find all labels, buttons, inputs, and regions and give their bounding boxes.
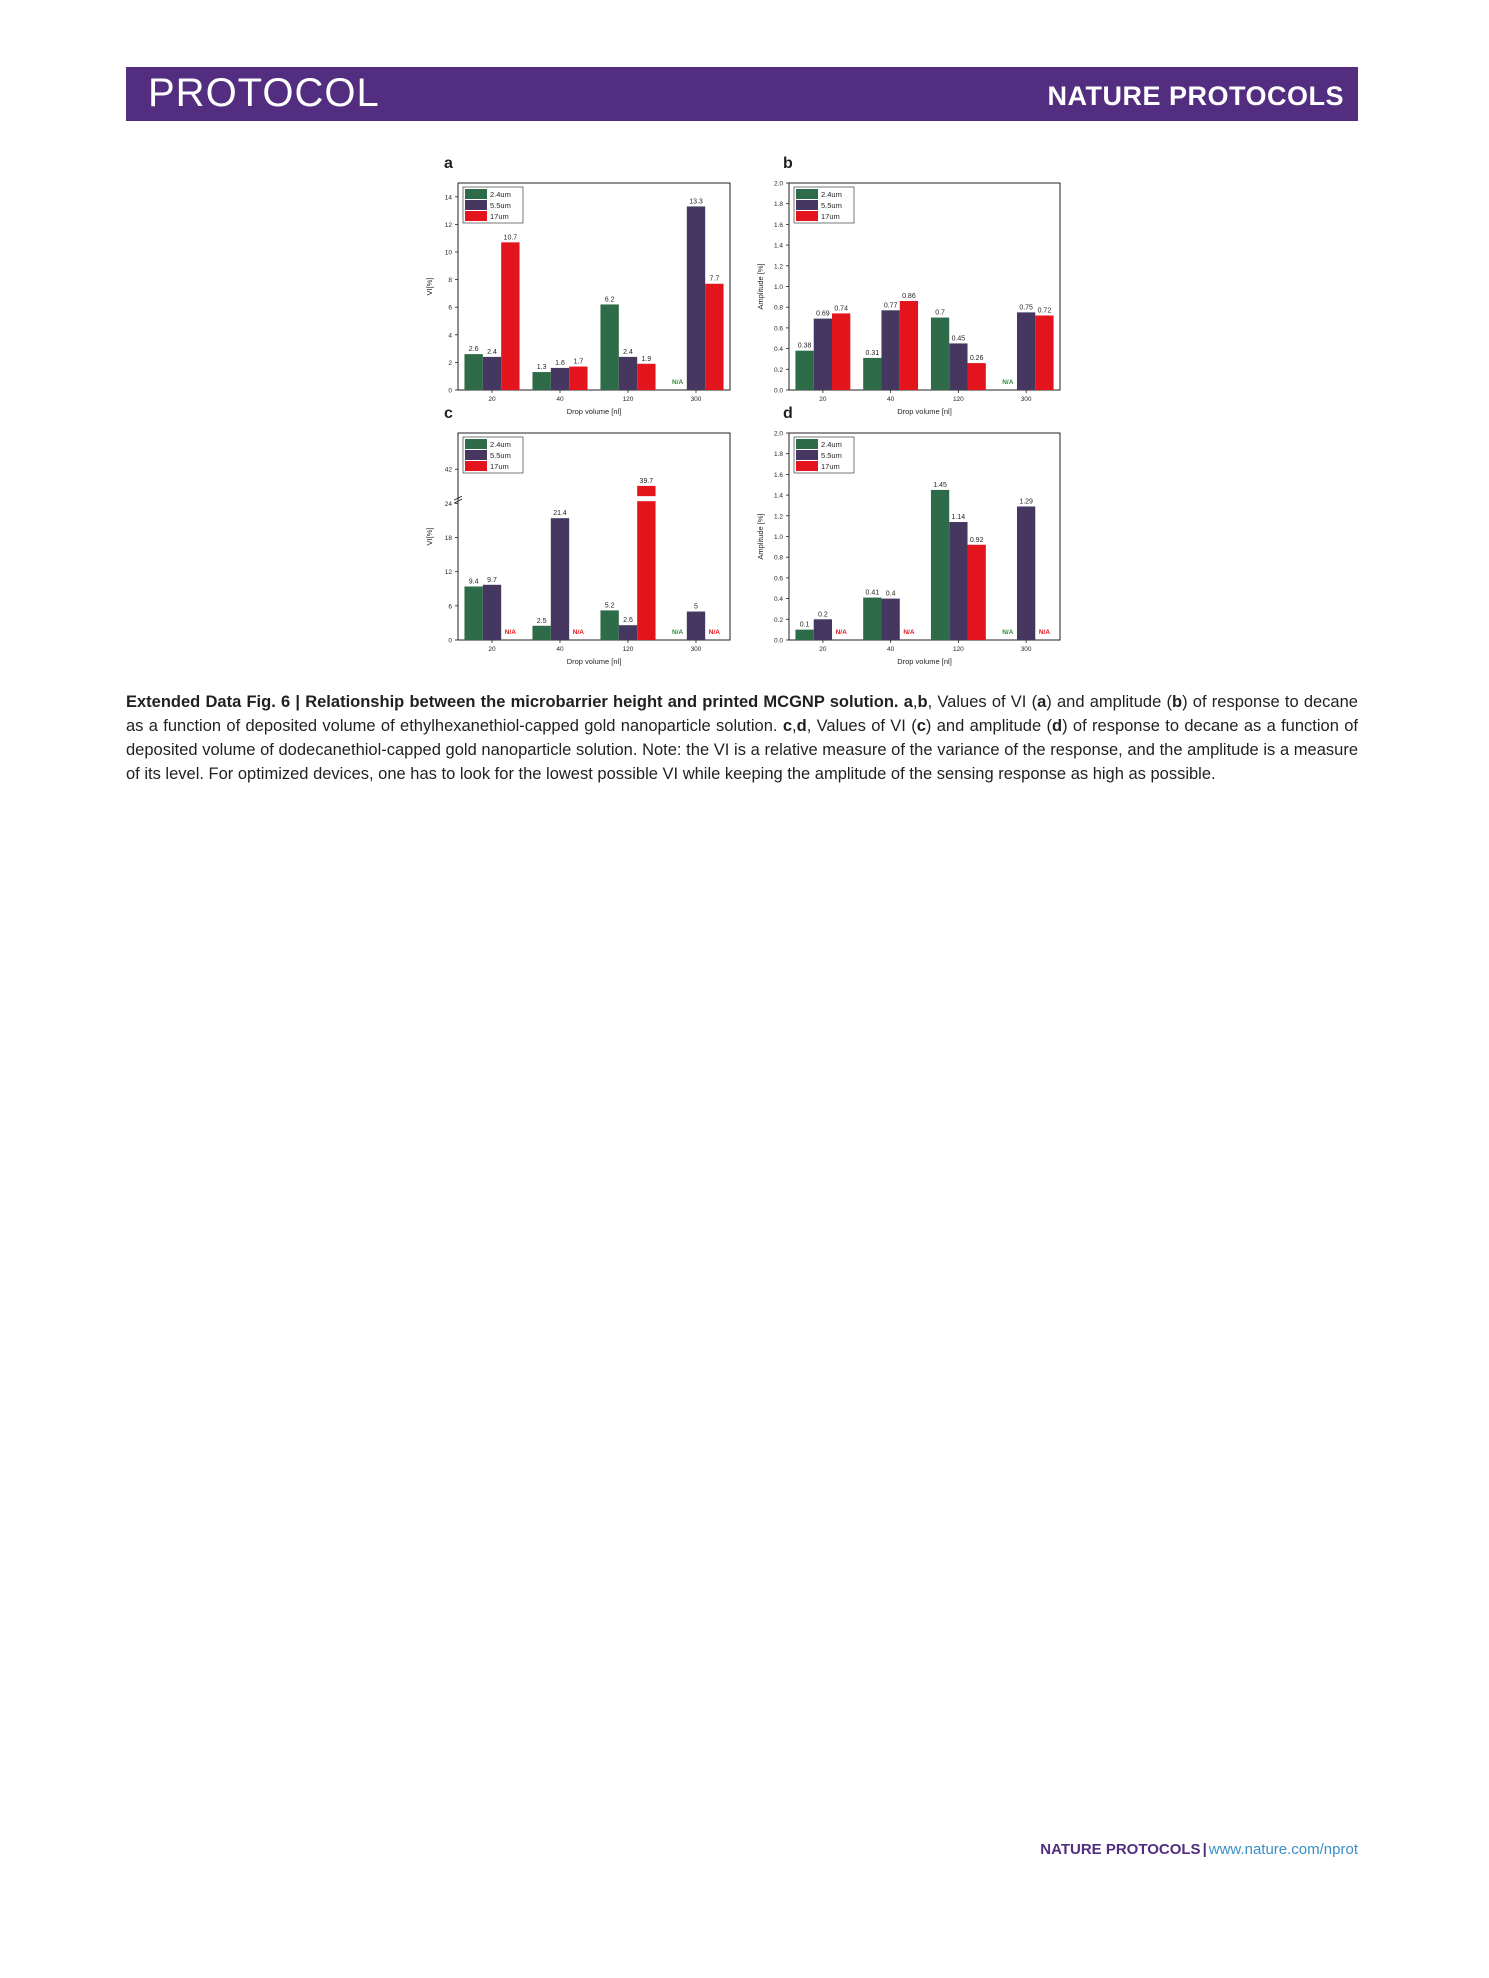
bar-17um	[968, 363, 986, 390]
na-label: N/A	[708, 629, 720, 636]
legend-swatch	[796, 450, 818, 460]
data-label: 1.14	[951, 514, 966, 522]
legend-entry: 17um	[490, 212, 509, 221]
data-label: 0.1	[799, 621, 810, 629]
bar-5.5um	[619, 357, 637, 390]
legend-entry: 2.4um	[821, 190, 842, 199]
x-tick-label: 300	[690, 396, 702, 403]
data-label: 0.75	[1019, 304, 1033, 312]
x-tick-label: 120	[952, 646, 964, 653]
bar-2.4um	[532, 626, 550, 640]
data-label: 21.4	[553, 510, 567, 518]
caption-figure-title: Relationship between the microbarrier height and printed MCGNP solution.	[305, 693, 899, 711]
y-axis-label: VI[%]	[425, 277, 434, 296]
bar-2.4um	[464, 354, 482, 390]
bar-17um	[705, 284, 723, 390]
journal-name-header: NATURE PROTOCOLS	[1047, 81, 1344, 111]
bar-2.4um	[795, 351, 813, 390]
bar-5.5um	[483, 357, 501, 390]
caption-ref-c: c	[782, 717, 793, 735]
bar-17um	[637, 364, 655, 390]
data-label: 0.92	[969, 536, 984, 544]
data-label: 2.4	[487, 348, 497, 356]
bar-17um	[832, 313, 850, 390]
caption-ref-d: d	[1052, 717, 1063, 735]
y-axis-label: VI[%]	[425, 527, 434, 546]
data-label: 0.77	[883, 302, 898, 310]
data-label: 6.2	[604, 296, 615, 304]
data-label: 2.4	[623, 348, 633, 356]
y-tick-label: 1.0	[773, 534, 783, 541]
y-tick-label: 10	[444, 249, 452, 257]
y-tick-label: 0	[448, 637, 452, 645]
y-tick-label: 0.6	[773, 325, 783, 333]
bar-2.4um	[931, 490, 949, 640]
y-axis-label: Amplitude [%]	[756, 513, 765, 560]
y-tick-label: 1.0	[773, 284, 783, 291]
y-tick-label: 1.8	[773, 451, 783, 459]
figure-caption	[126, 690, 1358, 786]
bar-5.5um	[551, 368, 569, 390]
x-tick-label: 20	[819, 396, 827, 403]
legend-swatch	[465, 200, 487, 210]
y-tick-label: 2	[448, 359, 452, 367]
data-label: 0.45	[951, 335, 966, 343]
data-label: 1.45	[933, 481, 947, 489]
na-label: N/A	[1002, 379, 1014, 386]
y-tick-label: 0.8	[773, 554, 783, 562]
x-axis-label: Drop volume [nl]	[897, 407, 952, 416]
bar-2.4um	[532, 372, 550, 390]
x-tick-label: 20	[488, 396, 496, 403]
bar-2.4um	[464, 586, 482, 640]
data-label: 1.29	[1019, 498, 1033, 506]
bar-5.5um	[687, 206, 705, 390]
data-label: 9.7	[487, 576, 497, 584]
caption-ref-b: b	[917, 693, 928, 711]
y-tick-label: 0.6	[773, 575, 783, 583]
na-label: N/A	[672, 379, 684, 386]
bar-17um	[637, 486, 655, 640]
data-label: 0.4	[885, 590, 896, 598]
y-tick-label: 1.4	[773, 242, 783, 250]
x-tick-label: 40	[556, 646, 564, 653]
legend-swatch	[465, 450, 487, 460]
y-tick-label: 0.4	[773, 596, 783, 604]
data-label: 0.2	[818, 611, 828, 619]
legend-entry: 17um	[821, 462, 840, 471]
legend-swatch	[465, 439, 487, 449]
y-tick-label: 12	[444, 221, 452, 229]
y-tick-label: 0.4	[773, 346, 783, 354]
data-label: 1.9	[641, 355, 652, 363]
bar-17um	[501, 242, 519, 390]
data-label: 2.6	[468, 346, 479, 354]
legend-entry: 17um	[821, 212, 840, 221]
caption-ref-d: d	[796, 717, 807, 735]
y-tick-label: 0.0	[773, 637, 783, 645]
bar-2.4um	[600, 610, 618, 640]
y-tick-label: 0	[448, 387, 452, 395]
chart-panel-a	[425, 155, 730, 416]
footer-journal-name: NATURE PROTOCOLS	[1040, 1841, 1201, 1858]
y-tick-label: 0.2	[773, 366, 783, 374]
data-label: 0.38	[797, 342, 812, 350]
bar-2.4um	[931, 318, 949, 390]
na-label: N/A	[1002, 629, 1014, 636]
data-label: 1.6	[555, 359, 565, 367]
bar-5.5um	[1017, 312, 1035, 390]
caption-text: ) of response to decane as a function of deposited volume of ethylhexanethiol-capped gold nanoparticle solution.	[126, 693, 1358, 735]
bar-2.4um	[863, 358, 881, 390]
data-label: 13.3	[689, 198, 703, 206]
figure-svg	[400, 150, 1080, 680]
na-label: N/A	[672, 629, 684, 636]
data-label: 10.7	[503, 234, 518, 242]
legend-swatch	[796, 200, 818, 210]
data-label: 0.74	[834, 305, 848, 313]
legend-entry: 2.4um	[490, 190, 511, 199]
x-tick-label: 300	[1020, 646, 1032, 653]
y-axis-label: Amplitude [%]	[756, 263, 765, 310]
y-tick-label: 8	[448, 277, 452, 285]
caption-text: ) of response to decane as a function of deposited volume of dodecanethiol-capped gold nanoparticle solution. Note: the VI is a relative measure of the variance of the response, and the amplitude is a measure of its level. For optimized devices, one has to look for the lowest possible VI while keeping the amplitude of the sensing response as high as possible.	[126, 717, 1358, 783]
caption-ref-a: a	[1037, 693, 1047, 711]
x-tick-label: 120	[952, 396, 964, 403]
caption-text: ) and amplitude (	[1046, 693, 1172, 711]
x-tick-label: 120	[622, 396, 634, 403]
data-label: 0.7	[935, 309, 945, 317]
y-tick-label: 18	[444, 535, 452, 543]
x-tick-label: 300	[690, 646, 702, 653]
panel-label-c: c	[444, 405, 453, 422]
chart-panel-c	[425, 405, 730, 666]
y-tick-label: 1.6	[773, 221, 783, 229]
bar-5.5um	[483, 585, 501, 640]
bar-17um	[1035, 315, 1053, 390]
y-tick-label: 2.0	[773, 180, 783, 188]
bar-17um	[968, 545, 986, 640]
journal-header-bar	[126, 67, 1358, 121]
data-label: 0.86	[902, 292, 916, 300]
data-label: 2.5	[536, 617, 547, 625]
bar-5.5um	[881, 310, 899, 390]
caption-text: , Values of VI (	[927, 693, 1038, 711]
na-label: N/A	[903, 629, 915, 636]
legend-swatch	[465, 461, 487, 471]
x-axis-label: Drop volume [nl]	[566, 657, 622, 666]
bar-17um	[569, 367, 587, 390]
data-label: 2.6	[623, 617, 633, 625]
legend-entry: 5.5um	[821, 451, 842, 460]
footer-url-link[interactable]: www.nature.com/nprot	[1208, 1841, 1358, 1858]
y-tick-label: 1.8	[773, 201, 783, 209]
bar-5.5um	[687, 612, 705, 640]
caption-text: ,	[792, 717, 797, 735]
caption-ref-b: b	[1172, 693, 1183, 711]
y-tick-label: 6	[448, 603, 452, 611]
bar-break-gap	[636, 496, 656, 501]
x-tick-label: 40	[556, 396, 564, 403]
data-label: 0.26	[969, 355, 984, 363]
x-tick-label: 300	[1020, 396, 1032, 403]
footer-separator: |	[1202, 1841, 1207, 1858]
bar-5.5um	[949, 522, 967, 640]
legend-entry: 2.4um	[490, 440, 511, 449]
x-tick-label: 20	[488, 646, 496, 653]
data-label: 0.72	[1037, 307, 1052, 315]
y-tick-label: 12	[444, 569, 452, 577]
bar-2.4um	[600, 304, 618, 390]
caption-text: , Values of VI (	[806, 717, 917, 735]
bar-5.5um	[814, 319, 832, 390]
data-label: 1.7	[573, 358, 584, 366]
na-label: N/A	[572, 629, 584, 636]
y-tick-label: 4	[448, 332, 452, 340]
caption-figure-label: Extended Data Fig. 6 |	[126, 693, 300, 711]
bar-5.5um	[881, 599, 899, 640]
bar-5.5um	[949, 343, 967, 390]
na-label: N/A	[504, 629, 516, 636]
x-tick-label: 20	[819, 646, 827, 653]
na-label: N/A	[1038, 629, 1051, 636]
data-label: 0.69	[816, 310, 830, 318]
legend-swatch	[796, 211, 818, 221]
bar-17um	[900, 301, 918, 390]
legend-entry: 2.4um	[821, 440, 842, 449]
y-tick-label: 6	[448, 304, 452, 312]
y-tick-label: 0.0	[773, 387, 783, 395]
bar-5.5um	[814, 619, 832, 640]
article-type-label: PROTOCOL	[148, 71, 380, 115]
chart-panel-b	[756, 155, 1060, 416]
legend-swatch	[796, 189, 818, 199]
legend-entry: 5.5um	[490, 201, 511, 210]
y-tick-label: 2.0	[773, 430, 783, 438]
na-label: N/A	[835, 629, 847, 636]
data-label: 0.41	[865, 589, 880, 597]
data-label: 5.2	[604, 602, 615, 610]
x-tick-label: 120	[622, 646, 634, 653]
chart-panel-d	[756, 405, 1060, 666]
x-axis-label: Drop volume [nl]	[566, 407, 622, 416]
panel-label-b: b	[783, 155, 793, 172]
x-axis-label: Drop volume [nl]	[897, 657, 952, 666]
data-label: 39.7	[639, 477, 654, 485]
y-tick-label: 0.8	[773, 304, 783, 312]
caption-ref-a: a	[903, 693, 913, 711]
y-tick-label: 1.6	[773, 471, 783, 479]
bar-5.5um	[1017, 506, 1035, 640]
data-label: 9.4	[468, 578, 479, 586]
legend-swatch	[796, 461, 818, 471]
caption-text: ,	[912, 693, 918, 711]
data-label: 0.31	[865, 349, 880, 357]
legend-entry: 17um	[490, 462, 509, 471]
y-tick-label: 1.2	[773, 263, 783, 271]
legend-swatch	[796, 439, 818, 449]
bar-5.5um	[619, 625, 637, 640]
y-tick-label: 0.2	[773, 616, 783, 624]
bar-2.4um	[795, 630, 813, 640]
legend-swatch	[465, 211, 487, 221]
data-label: 7.7	[709, 275, 720, 283]
page-footer	[1040, 1841, 1358, 1858]
bar-5.5um	[551, 518, 569, 640]
panel-label-d: d	[783, 405, 793, 422]
data-label: 1.3	[536, 364, 547, 372]
bar-2.4um	[863, 598, 881, 640]
data-label: 5	[694, 603, 698, 611]
legend-swatch	[465, 189, 487, 199]
y-tick-label: 42	[444, 466, 452, 474]
y-tick-label: 1.4	[773, 492, 783, 500]
legend-entry: 5.5um	[821, 201, 842, 210]
x-tick-label: 40	[887, 396, 895, 403]
y-tick-label: 24	[444, 500, 452, 508]
x-tick-label: 40	[887, 646, 895, 653]
caption-ref-c: c	[916, 717, 926, 735]
y-tick-label: 14	[444, 194, 452, 202]
figure-extended-data-6	[400, 150, 1080, 680]
y-tick-label: 1.2	[773, 513, 783, 521]
caption-text: ) and amplitude (	[925, 717, 1052, 735]
panel-label-a: a	[444, 155, 453, 172]
legend-entry: 5.5um	[490, 451, 511, 460]
